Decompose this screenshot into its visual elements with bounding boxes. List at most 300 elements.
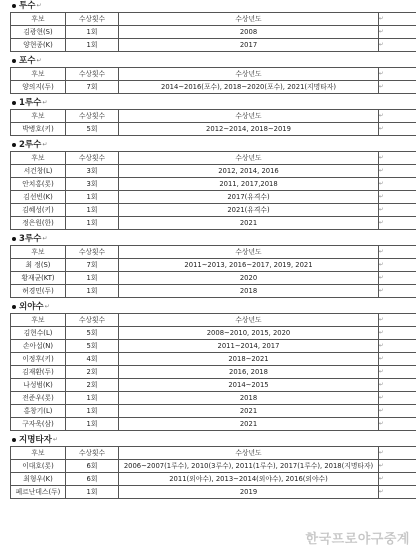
header-name-label: 후보 — [31, 448, 45, 457]
cell-count-text: 2회 — [86, 380, 98, 389]
table-header-row — [11, 314, 416, 327]
header-count-label: 수상횟수 — [78, 111, 106, 120]
cell-count — [66, 366, 119, 379]
cell-years-text: 2011, 2017,2018 — [219, 179, 278, 188]
cell-count-text: 1회 — [86, 27, 98, 36]
cell-count — [66, 327, 119, 340]
extra-cell — [379, 405, 416, 418]
award-table — [10, 12, 416, 52]
cell-years-text: 2008~2010, 2015, 2020 — [206, 328, 291, 337]
table-row — [11, 473, 416, 486]
table-row — [11, 178, 416, 191]
cell-count — [66, 379, 119, 392]
header-extra-cell — [379, 13, 416, 26]
award-table — [10, 245, 416, 298]
table-header-row — [11, 152, 416, 165]
header-extra-cell — [379, 68, 416, 81]
bullet-icon — [12, 237, 16, 241]
section-title-text: 외야수 — [19, 302, 44, 312]
cell-mark-icon: ↵ — [379, 113, 384, 119]
header-name — [11, 13, 66, 26]
cell-count-text: 1회 — [86, 40, 98, 49]
cell-count-text: 1회 — [86, 218, 98, 227]
cell-name — [11, 460, 66, 473]
cell-mark-icon: ↵ — [379, 84, 384, 90]
cell-name-text: 김광현(S) — [23, 27, 53, 36]
paragraph-mark-icon: ↵ — [42, 235, 48, 242]
cell-count — [66, 204, 119, 217]
extra-cell — [379, 178, 416, 191]
cell-years-text: 2018 — [239, 393, 258, 402]
position-section — [0, 0, 416, 55]
bullet-icon — [12, 305, 16, 309]
cell-count — [66, 178, 119, 191]
header-extra-cell — [379, 152, 416, 165]
table-header-row — [11, 246, 416, 259]
header-years-label: 수상년도 — [235, 315, 262, 324]
cell-years-text: 2021 — [239, 218, 258, 227]
table-row — [11, 123, 416, 136]
cell-name-text: 박병호(키) — [22, 124, 54, 133]
table-row — [11, 272, 416, 285]
cell-count — [66, 473, 119, 486]
header-count — [66, 13, 119, 26]
cell-count — [66, 418, 119, 431]
cell-count — [66, 259, 119, 272]
cell-name-text: 서건창(L) — [23, 166, 53, 175]
cell-count — [66, 165, 119, 178]
cell-count-text: 1회 — [86, 419, 98, 428]
bullet-icon — [12, 143, 16, 147]
cell-years — [119, 123, 379, 136]
cell-name — [11, 366, 66, 379]
cell-years — [119, 379, 379, 392]
cell-years-text: 2019 — [239, 487, 258, 496]
header-name-label: 후보 — [31, 111, 45, 120]
header-count — [66, 152, 119, 165]
cell-years — [119, 165, 379, 178]
cell-years-text: 2012~2014, 2018~2019 — [206, 124, 291, 133]
section-title — [0, 0, 416, 12]
cell-mark-icon: ↵ — [379, 356, 384, 362]
cell-count-text: 1회 — [86, 487, 98, 496]
header-extra-cell — [379, 447, 416, 460]
cell-years-text: 2021 — [239, 419, 258, 428]
cell-count — [66, 191, 119, 204]
cell-name-text: 황재균(KT) — [21, 273, 55, 282]
cell-count — [66, 26, 119, 39]
header-count-label: 수상횟수 — [78, 247, 106, 256]
cell-years — [119, 418, 379, 431]
extra-cell — [379, 340, 416, 353]
cell-years-text: 2006~2007(1루수), 2010(3루수), 2011(1루수), 2017(1루수), 2018(지명타자) — [123, 461, 374, 470]
cell-name — [11, 486, 66, 499]
cell-years-text: 2021 — [239, 406, 258, 415]
cell-name — [11, 26, 66, 39]
cell-mark-icon: ↵ — [379, 29, 384, 35]
cell-years — [119, 285, 379, 298]
cell-years — [119, 259, 379, 272]
cell-name-text: 김혜성(키) — [22, 205, 54, 214]
extra-cell — [379, 217, 416, 230]
cell-years-text: 2011~2013, 2016~2017, 2019, 2021 — [184, 260, 313, 269]
cell-mark-icon: ↵ — [379, 168, 384, 174]
cell-mark-icon: ↵ — [379, 249, 384, 255]
table-row — [11, 392, 416, 405]
cell-name — [11, 217, 66, 230]
header-years-label: 수상년도 — [235, 14, 262, 23]
cell-name-text: 나성범(K) — [23, 380, 53, 389]
table-row — [11, 285, 416, 298]
extra-cell — [379, 392, 416, 405]
table-header-row — [11, 110, 416, 123]
table-row — [11, 39, 416, 52]
cell-name-text: 김재환(두) — [22, 367, 54, 376]
extra-cell — [379, 473, 416, 486]
cell-name-text: 양의지(두) — [22, 82, 54, 91]
cell-years — [119, 217, 379, 230]
table-row — [11, 165, 416, 178]
cell-name — [11, 327, 66, 340]
cell-mark-icon: ↵ — [379, 207, 384, 213]
cell-years — [119, 473, 379, 486]
cell-years-text: 2016, 2018 — [229, 367, 268, 376]
section-title-text: 투수 — [19, 1, 36, 11]
cell-years — [119, 460, 379, 473]
cell-years-text: 2014~2016(포수), 2018~2020(포수), 2021(지명타자) — [161, 82, 336, 91]
cell-mark-icon: ↵ — [379, 317, 384, 323]
extra-cell — [379, 39, 416, 52]
header-count-label: 수상횟수 — [78, 14, 106, 23]
position-section — [0, 233, 416, 301]
cell-name — [11, 392, 66, 405]
cell-count — [66, 123, 119, 136]
header-extra-cell — [379, 246, 416, 259]
cell-name-text: 홍창기(L) — [23, 406, 53, 415]
cell-years-text: 2018~2021 — [228, 354, 269, 363]
cell-count-text: 1회 — [86, 205, 98, 214]
cell-name — [11, 340, 66, 353]
cell-years — [119, 327, 379, 340]
cell-mark-icon: ↵ — [379, 220, 384, 226]
cell-count-text: 2회 — [86, 367, 98, 376]
cell-count — [66, 340, 119, 353]
cell-count — [66, 353, 119, 366]
cell-years — [119, 204, 379, 217]
cell-name — [11, 178, 66, 191]
extra-cell — [379, 81, 416, 94]
header-count — [66, 314, 119, 327]
header-name-label: 후보 — [31, 247, 45, 256]
paragraph-mark-icon: ↵ — [42, 141, 48, 148]
cell-name-text: 최 정(S) — [25, 260, 51, 269]
award-table — [10, 446, 416, 499]
cell-name-text: 양현종(K) — [23, 40, 53, 49]
cell-years-text: 2017(유격수) — [227, 192, 270, 201]
table-row — [11, 379, 416, 392]
cell-name — [11, 418, 66, 431]
header-extra-cell — [379, 314, 416, 327]
cell-name-text: 허경민(두) — [22, 286, 54, 295]
cell-name-text: 전준우(롯) — [22, 393, 54, 402]
cell-name — [11, 379, 66, 392]
cell-count-text: 5회 — [86, 124, 98, 133]
extra-cell — [379, 486, 416, 499]
extra-cell — [379, 123, 416, 136]
cell-years-text: 2014~2015 — [228, 380, 269, 389]
header-count — [66, 68, 119, 81]
extra-cell — [379, 165, 416, 178]
extra-cell — [379, 418, 416, 431]
cell-name — [11, 81, 66, 94]
cell-mark-icon: ↵ — [379, 421, 384, 427]
header-name-label: 후보 — [31, 14, 45, 23]
table-row — [11, 340, 416, 353]
section-title — [0, 434, 416, 446]
cell-count — [66, 217, 119, 230]
header-years — [119, 13, 379, 26]
cell-count-text: 3회 — [86, 166, 98, 175]
table-row — [11, 327, 416, 340]
table-row — [11, 26, 416, 39]
cell-years — [119, 340, 379, 353]
cell-name — [11, 204, 66, 217]
paragraph-mark-icon: ↵ — [52, 436, 58, 443]
header-name — [11, 68, 66, 81]
header-count — [66, 110, 119, 123]
cell-years — [119, 272, 379, 285]
table-header-row — [11, 13, 416, 26]
paragraph-mark-icon: ↵ — [42, 99, 48, 106]
extra-cell — [379, 26, 416, 39]
cell-count-text: 6회 — [86, 474, 98, 483]
cell-mark-icon: ↵ — [379, 476, 384, 482]
cell-count-text: 1회 — [86, 406, 98, 415]
cell-mark-icon: ↵ — [379, 42, 384, 48]
paragraph-mark-icon: ↵ — [36, 57, 42, 64]
extra-cell — [379, 272, 416, 285]
cell-years-text: 2012, 2014, 2016 — [218, 166, 279, 175]
position-section — [0, 55, 416, 97]
cell-mark-icon: ↵ — [379, 194, 384, 200]
section-title-text: 1루수 — [19, 98, 42, 108]
table-row — [11, 204, 416, 217]
cell-count-text: 7회 — [86, 82, 98, 91]
cell-count — [66, 392, 119, 405]
header-name-label: 후보 — [31, 153, 45, 162]
cell-count-text: 4회 — [86, 354, 98, 363]
cell-mark-icon: ↵ — [379, 16, 384, 22]
cell-count — [66, 81, 119, 94]
extra-cell — [379, 353, 416, 366]
header-years-label: 수상년도 — [235, 153, 262, 162]
cell-years — [119, 392, 379, 405]
cell-name-text: 이대호(롯) — [22, 461, 54, 470]
table-row — [11, 217, 416, 230]
cell-mark-icon: ↵ — [379, 489, 384, 495]
cell-years — [119, 405, 379, 418]
cell-name — [11, 123, 66, 136]
cell-mark-icon: ↵ — [379, 181, 384, 187]
cell-name-text: 김현수(L) — [23, 328, 53, 337]
cell-mark-icon: ↵ — [379, 330, 384, 336]
cell-count — [66, 285, 119, 298]
cell-mark-icon: ↵ — [379, 71, 384, 77]
header-years — [119, 68, 379, 81]
table-row — [11, 259, 416, 272]
cell-mark-icon: ↵ — [379, 395, 384, 401]
award-table — [10, 67, 416, 94]
section-title — [0, 301, 416, 313]
section-gap — [0, 499, 416, 502]
cell-count-text: 7회 — [86, 260, 98, 269]
paragraph-mark-icon: ↵ — [36, 2, 42, 9]
header-name — [11, 246, 66, 259]
cell-count — [66, 405, 119, 418]
cell-years — [119, 26, 379, 39]
cell-mark-icon: ↵ — [379, 275, 384, 281]
cell-name — [11, 272, 66, 285]
header-count — [66, 246, 119, 259]
cell-name — [11, 165, 66, 178]
header-years — [119, 110, 379, 123]
award-table — [10, 151, 416, 230]
cell-name-text: 정은원(한) — [22, 218, 54, 227]
position-section — [0, 301, 416, 434]
header-name-label: 후보 — [31, 315, 45, 324]
cell-mark-icon: ↵ — [379, 262, 384, 268]
position-section — [0, 97, 416, 139]
cell-count — [66, 39, 119, 52]
table-header-row — [11, 68, 416, 81]
cell-count-text: 6회 — [86, 461, 98, 470]
extra-cell — [379, 327, 416, 340]
header-count — [66, 447, 119, 460]
header-years — [119, 447, 379, 460]
paragraph-mark-icon: ↵ — [44, 303, 50, 310]
section-title — [0, 55, 416, 67]
cell-name-text: 김선빈(K) — [23, 192, 53, 201]
bullet-icon — [12, 59, 16, 63]
watermark: 한국프로야구중계 — [305, 532, 410, 547]
cell-name — [11, 353, 66, 366]
cell-count-text: 5회 — [86, 328, 98, 337]
cell-years-text: 2021(유격수) — [227, 205, 270, 214]
cell-count — [66, 272, 119, 285]
cell-mark-icon: ↵ — [379, 288, 384, 294]
cell-name — [11, 259, 66, 272]
position-section — [0, 434, 416, 502]
cell-years — [119, 366, 379, 379]
header-years — [119, 246, 379, 259]
cell-mark-icon: ↵ — [379, 343, 384, 349]
cell-years — [119, 81, 379, 94]
header-years — [119, 152, 379, 165]
cell-years-text: 2017 — [239, 40, 258, 49]
extra-cell — [379, 259, 416, 272]
header-years-label: 수상년도 — [235, 69, 262, 78]
bullet-icon — [12, 4, 16, 8]
cell-count-text: 1회 — [86, 273, 98, 282]
cell-mark-icon: ↵ — [379, 369, 384, 375]
section-title-text: 지명타자 — [19, 435, 52, 445]
extra-cell — [379, 460, 416, 473]
header-count-label: 수상횟수 — [78, 315, 106, 324]
cell-name — [11, 191, 66, 204]
bullet-icon — [12, 101, 16, 105]
section-title-text: 3루수 — [19, 234, 42, 244]
extra-cell — [379, 366, 416, 379]
header-years-label: 수상년도 — [235, 448, 262, 457]
cell-years — [119, 486, 379, 499]
table-row — [11, 405, 416, 418]
extra-cell — [379, 191, 416, 204]
table-row — [11, 486, 416, 499]
section-title-text: 2루수 — [19, 140, 42, 150]
cell-years — [119, 178, 379, 191]
table-row — [11, 418, 416, 431]
cell-name-text: 손아섭(N) — [22, 341, 54, 350]
cell-mark-icon: ↵ — [379, 155, 384, 161]
header-extra-cell — [379, 110, 416, 123]
section-title-text: 포수 — [19, 56, 36, 66]
cell-mark-icon: ↵ — [379, 382, 384, 388]
header-years-label: 수상년도 — [235, 111, 262, 120]
cell-years-text: 2011(외야수), 2013~2014(외야수), 2016(외야수) — [169, 474, 328, 483]
table-row — [11, 366, 416, 379]
cell-years — [119, 39, 379, 52]
table-row — [11, 191, 416, 204]
cell-mark-icon: ↵ — [379, 126, 384, 132]
header-name — [11, 314, 66, 327]
award-table — [10, 109, 416, 136]
cell-name-text: 이정후(키) — [22, 354, 54, 363]
extra-cell — [379, 379, 416, 392]
cell-mark-icon: ↵ — [379, 450, 384, 456]
header-count-label: 수상횟수 — [78, 448, 106, 457]
cell-years-text: 2011~2014, 2017 — [217, 341, 280, 350]
cell-name-text: 최형우(K) — [23, 474, 53, 483]
cell-years — [119, 191, 379, 204]
header-years-label: 수상년도 — [235, 247, 262, 256]
header-years — [119, 314, 379, 327]
cell-name-text: 구자욱(삼) — [22, 419, 54, 428]
cell-name-text: 페르난데스(두) — [15, 487, 61, 496]
cell-count-text: 3회 — [86, 179, 98, 188]
table-row — [11, 81, 416, 94]
table-header-row — [11, 447, 416, 460]
header-name — [11, 110, 66, 123]
cell-years-text: 2008 — [239, 27, 258, 36]
table-row — [11, 353, 416, 366]
header-name — [11, 447, 66, 460]
cell-count-text: 1회 — [86, 393, 98, 402]
extra-cell — [379, 204, 416, 217]
cell-count — [66, 486, 119, 499]
section-title — [0, 97, 416, 109]
cell-name-text: 안치홍(롯) — [22, 179, 54, 188]
cell-count — [66, 460, 119, 473]
cell-years — [119, 353, 379, 366]
header-count-label: 수상횟수 — [78, 153, 106, 162]
header-name-label: 후보 — [31, 69, 45, 78]
cell-name — [11, 39, 66, 52]
cell-count-text: 1회 — [86, 286, 98, 295]
section-title — [0, 139, 416, 151]
cell-mark-icon: ↵ — [379, 463, 384, 469]
cell-name — [11, 405, 66, 418]
award-table — [10, 313, 416, 431]
